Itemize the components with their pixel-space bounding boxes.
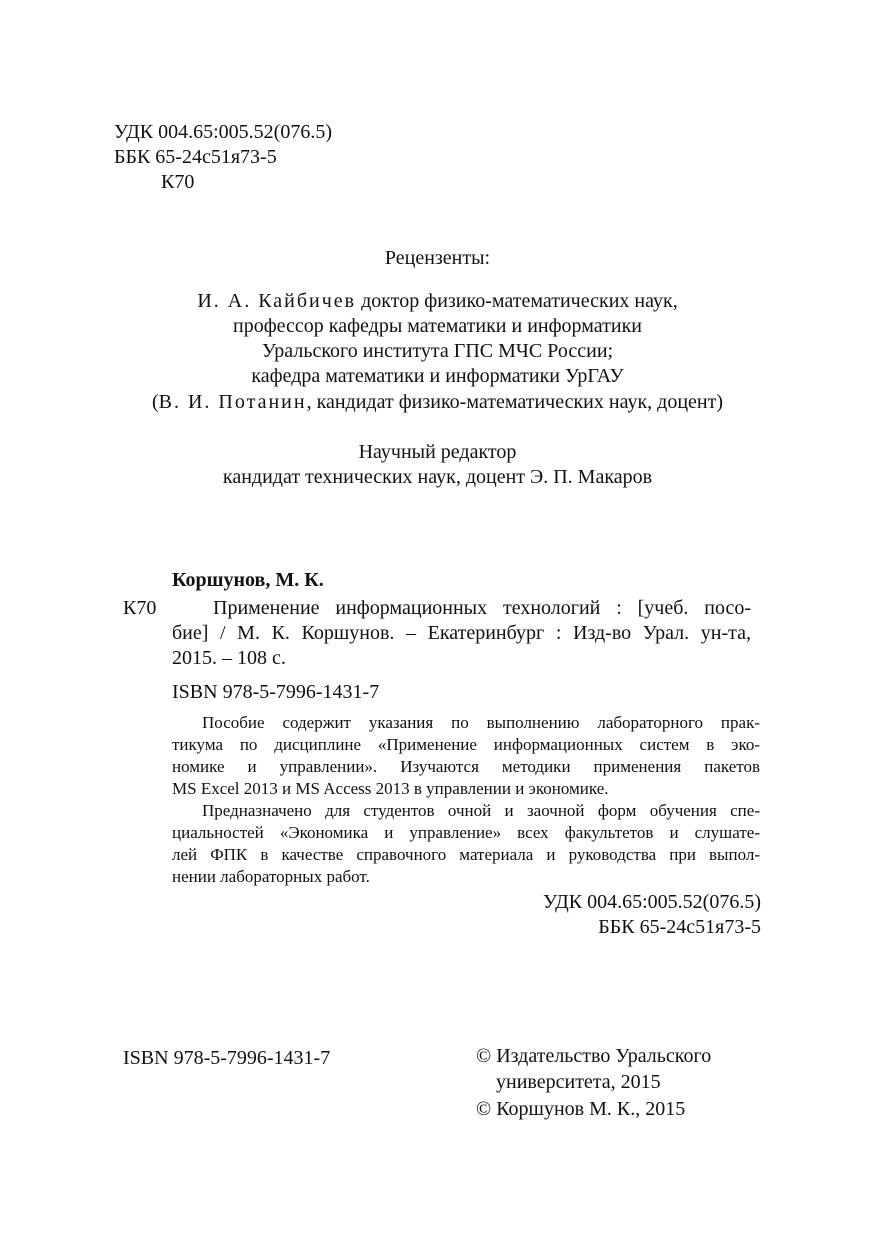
copyright-publisher-line-1: © Издательство Уральского xyxy=(476,1045,712,1067)
reviewer-1-institute: Уральского института ГПС МЧС России; xyxy=(261,340,614,362)
reviewers-heading: Рецензенты: xyxy=(384,247,491,269)
record-author: Коршунов, М. К. xyxy=(172,569,324,591)
annotation-p2-line-3: лей ФПК в качестве справочного материала и руководства при выпол- xyxy=(172,845,760,864)
annotation-p2-line-4: нении лабораторных работ. xyxy=(172,867,370,886)
editor-name: кандидат технических наук, доцент Э. П. Макаров xyxy=(222,466,653,488)
copyright-author: © Коршунов М. К., 2015 xyxy=(476,1098,686,1120)
editor-heading: Научный редактор xyxy=(358,441,517,463)
record-title-line-1: Применение информационных технологий : [учеб. посо- xyxy=(213,597,751,619)
author-mark: К70 xyxy=(161,171,195,193)
reviewer-2-line xyxy=(0,390,875,414)
annotation-p1-line-3: номике и управлении». Изучаются методики применения пакетов xyxy=(172,757,760,776)
reviewer-1-name: И. А. Кайбичев xyxy=(197,290,357,312)
reviewer-2-open-paren: ( xyxy=(151,391,159,413)
annotation-p1-line-1: Пособие содержит указания по выполнению лабораторного прак- xyxy=(202,713,760,732)
bbk-code-bottom: ББК 65-24с51я73-5 xyxy=(598,916,761,938)
reviewer-2-degree: , кандидат физико-математических наук, доцент) xyxy=(306,391,724,413)
reviewer-1-line xyxy=(0,289,875,313)
footer-isbn: ISBN 978-5-7996-1431-7 xyxy=(123,1047,331,1069)
record-mark: К70 xyxy=(123,597,157,619)
copyright-publisher-line-2: университета, 2015 xyxy=(496,1071,661,1093)
reviewer-1-degree: доктор физико-математических наук, xyxy=(356,290,678,312)
bbk-code: ББК 65-24с51я73-5 xyxy=(114,146,277,168)
udk-code: УДК 004.65:005.52(076.5) xyxy=(114,121,332,143)
record-title-line-3: 2015. – 108 с. xyxy=(172,647,286,669)
annotation-p1-line-4: MS Excel 2013 и MS Access 2013 в управлении и экономике. xyxy=(172,779,609,798)
reviewer-1-position: профессор кафедры математики и информатики xyxy=(232,315,642,337)
annotation-p2-line-1: Предназначено для студентов очной и заочной форм обучения спе- xyxy=(202,801,760,820)
record-isbn: ISBN 978-5-7996-1431-7 xyxy=(172,681,380,703)
udk-code-bottom: УДК 004.65:005.52(076.5) xyxy=(543,891,761,913)
annotation-p2-line-2: циальностей «Экономика и управление» всех факультетов и слушате- xyxy=(172,823,760,842)
reviewer-2-name: В. И. Потанин xyxy=(158,391,307,413)
record-title-line-2: бие] / М. К. Коршунов. – Екатеринбург : Изд-во Урал. ун-та, xyxy=(172,622,751,644)
annotation-p1-line-2: тикума по дисциплине «Применение информационных систем в эко- xyxy=(172,735,760,754)
reviewer-2-department: кафедра математики и информатики УрГАУ xyxy=(251,365,624,387)
